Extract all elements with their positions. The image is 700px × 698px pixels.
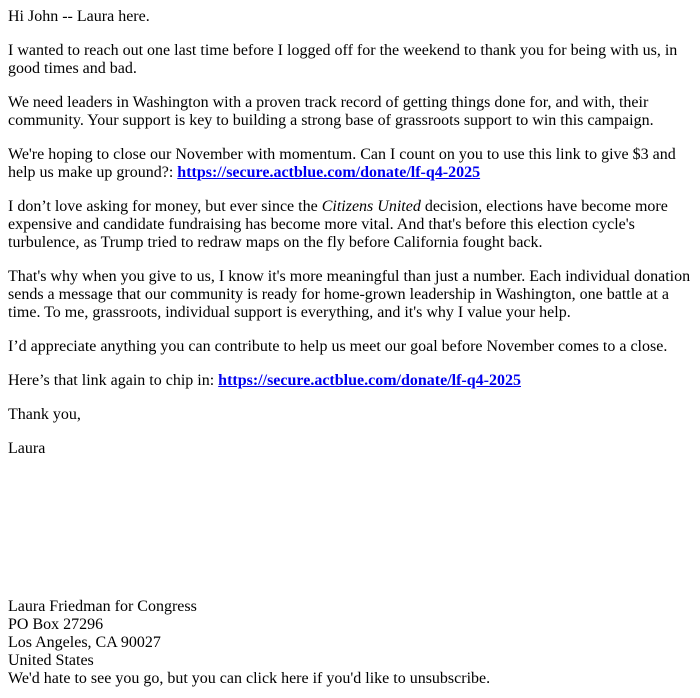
paragraph-intro [8,42,692,78]
donate-link-repeat[interactable]: https://secure.actblue.com/donate/lf-q4-2025 [218,372,521,389]
paragraph-thanks [8,406,692,424]
footer-city-state-zip: Los Angeles, CA 90027 [8,634,161,651]
paragraph-link-again [8,372,692,390]
cu-text-after: decision, elections have become more expensive and candidate fundraising has become more vital. And that's before this election cycle's turbulence, as Trump tried to redraw maps on the fly before California fought back. [8,198,668,251]
thanks-text: Thank you, [8,406,81,423]
paragraph-leaders [8,94,692,130]
grassroots-text: That's why when you give to us, I know it's more meaningful than just a number. Each individual donation sends a message that our community is ready for home-grown leadership in Washington, one battle at a time. To me, grassroots, individual support is everything, and it's why I value your help. [8,268,691,321]
cu-text-before: I don’t love asking for money, but ever since the [8,198,322,215]
signature-name: Laura [8,440,46,457]
citizens-united-italic: Citizens United [321,198,421,215]
email-footer [8,598,692,688]
paragraph-greeting [8,8,692,26]
greeting-text: Hi John -- Laura here. [8,8,150,25]
footer-org-name: Laura Friedman for Congress [8,598,197,615]
donate-link[interactable]: https://secure.actblue.com/donate/lf-q4-2025 [177,164,481,181]
leaders-text: We need leaders in Washington with a proven track record of getting things done for, and with, their community. Your support is key to building a strong base of grassroots support to win this campaign. [8,94,654,129]
ask-text: We're hoping to close our November with momentum. Can I count on you to use this link to give $3 and help us make up ground?: [8,146,676,181]
footer-po-box: PO Box 27296 [8,616,104,633]
footer-country: United States [8,652,94,669]
paragraph-appreciate [8,338,692,356]
unsubscribe-link[interactable]: click here [245,670,309,687]
signature-spacer [8,474,692,598]
intro-text: I wanted to reach out one last time before I logged off for the weekend to thank you for being with us, in good times and bad. [8,42,678,77]
paragraph-ask [8,146,692,182]
paragraph-signature [8,440,692,458]
unsubscribe-suffix: if you'd like to unsubscribe. [308,670,491,687]
link-again-text: Here’s that link again to chip in: [8,372,219,389]
paragraph-grassroots [8,268,692,322]
email-body [8,8,692,458]
appreciate-text: I’d appreciate anything you can contribute to help us meet our goal before November comes to a close. [8,338,668,355]
paragraph-citizens-united [8,198,692,252]
footer-unsubscribe-line [8,670,692,688]
unsubscribe-prefix: We'd hate to see you go, but you can [8,670,246,687]
